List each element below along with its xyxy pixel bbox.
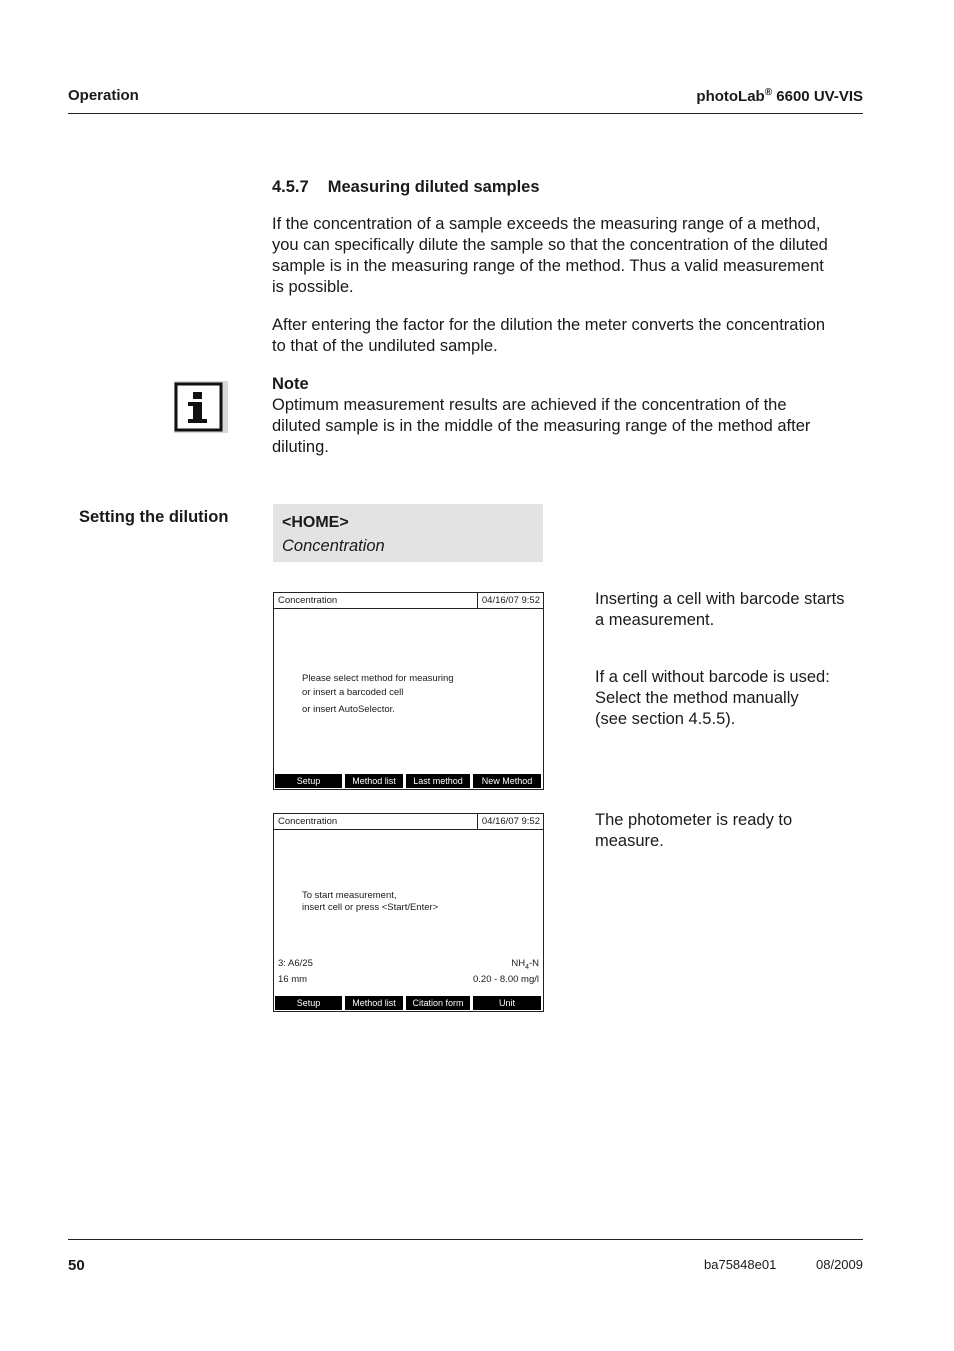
softkey-last-method[interactable]: Last method <box>406 774 470 788</box>
menu-item-concentration: Concentration <box>282 537 385 555</box>
section-title: Measuring diluted samples <box>327 178 540 196</box>
display-screen-ready <box>273 813 544 1012</box>
header-rule <box>68 113 863 114</box>
section-number: 4.5.7 <box>272 178 309 196</box>
page-number: 50 <box>68 1257 85 1274</box>
softkey-bar <box>275 774 542 788</box>
running-header-left: Operation <box>68 87 139 104</box>
note-line: diluting. <box>272 438 329 456</box>
description-line: Select the method manually <box>595 689 799 707</box>
note-title: Note <box>272 375 309 393</box>
softkey-citation-form[interactable]: Citation form <box>406 996 470 1010</box>
side-heading: Setting the dilution <box>79 508 229 526</box>
para-line: If the concentration of a sample exceeds the measuring range of a method, <box>272 215 821 233</box>
softkey-new-method[interactable]: New Method <box>473 774 541 788</box>
screen-title: Concentration <box>278 816 338 827</box>
para-line: to that of the undiluted sample. <box>272 337 498 355</box>
para-line: you can specifically dilute the sample so that the concentration of the diluted <box>272 236 828 254</box>
parameter-main: NH <box>511 958 526 969</box>
note-line: Optimum measurement results are achieved if the concentration of the <box>272 396 787 414</box>
description-line: (see section 4.5.5). <box>595 710 736 728</box>
display-screen-select-method <box>273 592 544 790</box>
softkey-setup[interactable]: Setup <box>275 774 342 788</box>
description-line: a measurement. <box>595 611 715 629</box>
screen-title-bar <box>274 593 543 609</box>
parameter-suffix: -N <box>528 958 539 969</box>
description-barcode <box>595 589 865 631</box>
screen-title-bar <box>274 814 543 830</box>
note-line: diluted sample is in the middle of the measuring range of the method after <box>272 417 811 435</box>
description-manual <box>595 667 865 730</box>
softkey-unit[interactable]: Unit <box>473 996 541 1010</box>
description-line: The photometer is ready to <box>595 811 793 829</box>
parameter-subscript: 4 <box>525 963 529 971</box>
description-line: Inserting a cell with barcode starts <box>595 590 845 608</box>
intro-paragraph <box>272 214 864 298</box>
note-block <box>272 374 864 458</box>
screen-message <box>302 672 454 717</box>
para-line: sample is in the measuring range of the method. Thus a valid measurement <box>272 257 824 275</box>
parameter-label <box>511 958 539 971</box>
softkey-setup[interactable]: Setup <box>275 996 342 1010</box>
conversion-paragraph <box>272 315 864 357</box>
home-key: <HOME> <box>282 514 349 531</box>
screen-title: Concentration <box>278 595 338 606</box>
document-id: ba75848e01 <box>704 1257 777 1272</box>
softkey-method-list[interactable]: Method list <box>345 774 403 788</box>
cell-size: 16 mm <box>278 974 308 985</box>
message-line: or insert a barcoded cell <box>302 687 404 698</box>
measuring-range: 0.20 - 8.00 mg/l <box>472 974 539 985</box>
screen-message <box>302 889 438 915</box>
menu-path-box <box>273 504 543 562</box>
brand-name: photoLab <box>696 88 765 105</box>
document-date: 08/2009 <box>816 1257 863 1272</box>
message-line: Please select method for measuring <box>302 673 454 684</box>
message-line: or insert AutoSelector. <box>302 704 395 715</box>
registered-mark: ® <box>764 87 773 98</box>
running-header-right <box>696 87 863 105</box>
message-line: insert cell or press <Start/Enter> <box>302 902 439 913</box>
softkey-method-list[interactable]: Method list <box>345 996 403 1010</box>
message-line: To start measurement, <box>302 890 397 901</box>
section-heading <box>272 178 540 197</box>
description-line: measure. <box>595 832 664 850</box>
description-line: If a cell without barcode is used: <box>595 668 830 686</box>
para-line: After entering the factor for the dilution the meter converts the concentration <box>272 316 826 334</box>
softkey-bar <box>275 996 542 1010</box>
para-line: is possible. <box>272 278 354 296</box>
footer-rule <box>68 1239 863 1240</box>
screen-datetime: 04/16/07 9:52 <box>477 593 543 608</box>
screen-datetime: 04/16/07 9:52 <box>477 814 543 829</box>
method-number: 3: A6/25 <box>278 958 313 969</box>
info-icon <box>174 381 228 433</box>
model-name: 6600 UV-VIS <box>772 88 863 105</box>
description-ready <box>595 810 865 852</box>
